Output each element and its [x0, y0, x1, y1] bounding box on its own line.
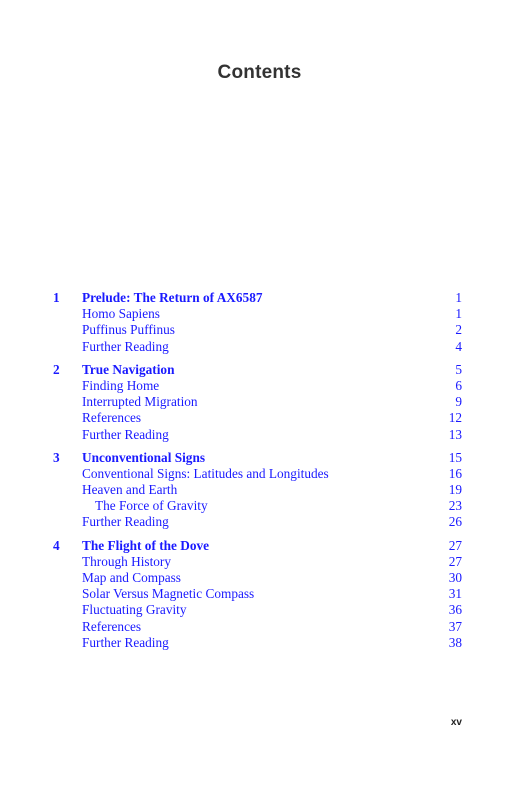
toc-entry-title-link[interactable]: Further Reading: [82, 338, 169, 354]
toc-entry[interactable]: [0, 554, 519, 570]
toc-chapter-heading[interactable]: [0, 290, 519, 306]
toc-entry-title-link[interactable]: The Force of Gravity: [95, 498, 208, 514]
toc-entry[interactable]: [0, 306, 519, 322]
toc-chapter: [0, 538, 519, 651]
toc-entry-title-link[interactable]: Homo Sapiens: [82, 306, 160, 322]
toc-entry[interactable]: [0, 635, 519, 651]
chapter-number: 3: [53, 449, 60, 465]
toc-chapter-heading[interactable]: [0, 362, 519, 378]
chapter-page-number[interactable]: 27: [448, 537, 462, 553]
toc-entry[interactable]: [0, 378, 519, 394]
toc-entry-title-link[interactable]: Heaven and Earth: [82, 482, 178, 498]
toc-entry[interactable]: [0, 427, 519, 443]
toc-entry-page-number[interactable]: 2: [455, 322, 462, 338]
toc-chapter-heading[interactable]: [0, 450, 519, 466]
chapter-number: 2: [53, 361, 60, 377]
chapter-title-link[interactable]: True Navigation: [82, 361, 175, 377]
toc-entry-page-number[interactable]: 1: [455, 306, 462, 322]
toc-entry[interactable]: [0, 482, 519, 498]
toc-entry-page-number[interactable]: 38: [448, 634, 462, 650]
toc-entry-page-number[interactable]: 4: [455, 338, 462, 354]
toc-entry[interactable]: [0, 410, 519, 426]
toc-entry[interactable]: [0, 498, 519, 514]
toc-entry-title-link[interactable]: Conventional Signs: Latitudes and Longitudes: [82, 465, 329, 481]
toc-entry-page-number[interactable]: 12: [448, 410, 462, 426]
chapter-number: 4: [53, 537, 60, 553]
toc-entry-title-link[interactable]: Interrupted Migration: [82, 394, 198, 410]
toc-entry-page-number[interactable]: 36: [448, 602, 462, 618]
toc-entry[interactable]: [0, 586, 519, 602]
page-number: xv: [450, 717, 462, 728]
toc-entry-title-link[interactable]: References: [82, 410, 142, 426]
toc-entry-title-link[interactable]: Further Reading: [82, 634, 169, 650]
toc-entry-title-link[interactable]: Fluctuating Gravity: [82, 602, 187, 618]
toc-entry-page-number[interactable]: 27: [448, 553, 462, 569]
chapter-page-number[interactable]: 5: [455, 361, 462, 377]
chapter-number: 1: [53, 290, 60, 305]
chapter-page-number[interactable]: 1: [455, 290, 462, 305]
toc-entry[interactable]: [0, 602, 519, 618]
toc-entry[interactable]: [0, 394, 519, 410]
toc-entry-page-number[interactable]: 16: [448, 465, 462, 481]
toc-entry-page-number[interactable]: 9: [455, 394, 462, 410]
toc-entry-page-number[interactable]: 26: [448, 514, 462, 530]
page-title: Contents: [217, 62, 302, 83]
toc-entry-page-number[interactable]: 30: [448, 570, 462, 585]
toc-entry-page-number[interactable]: 31: [448, 586, 462, 602]
toc-entry-title-link[interactable]: Finding Home: [82, 377, 160, 393]
toc-chapter-heading[interactable]: [0, 538, 519, 554]
chapter-page-number[interactable]: 15: [448, 449, 462, 465]
toc-entry[interactable]: [0, 339, 519, 355]
toc-entry-page-number[interactable]: 6: [455, 377, 462, 393]
toc-entry-title-link[interactable]: Through History: [82, 553, 172, 569]
toc-entry-title-link[interactable]: Solar Versus Magnetic Compass: [82, 586, 255, 602]
toc-entry[interactable]: [0, 514, 519, 530]
chapter-title-link[interactable]: Prelude: The Return of AX6587: [82, 290, 263, 305]
toc-entry-page-number[interactable]: 13: [448, 426, 462, 442]
table-of-contents: [0, 290, 519, 658]
toc-entry[interactable]: [0, 619, 519, 635]
toc-entry[interactable]: [0, 570, 519, 586]
toc-chapter: [0, 450, 519, 531]
toc-entry[interactable]: [0, 322, 519, 338]
chapter-title-link[interactable]: Unconventional Signs: [82, 449, 206, 465]
toc-entry-title-link[interactable]: Map and Compass: [82, 570, 181, 585]
toc-entry-page-number[interactable]: 23: [448, 498, 462, 514]
toc-chapter: [0, 290, 519, 355]
toc-entry-page-number[interactable]: 37: [448, 618, 462, 634]
toc-entry-page-number[interactable]: 19: [448, 482, 462, 498]
toc-entry-title-link[interactable]: Puffinus Puffinus: [82, 322, 175, 338]
toc-entry[interactable]: [0, 466, 519, 482]
toc-entry-title-link[interactable]: Further Reading: [82, 514, 169, 530]
chapter-title-link[interactable]: The Flight of the Dove: [82, 537, 210, 553]
toc-entry-title-link[interactable]: References: [82, 618, 142, 634]
toc-chapter: [0, 362, 519, 443]
toc-entry-title-link[interactable]: Further Reading: [82, 426, 169, 442]
